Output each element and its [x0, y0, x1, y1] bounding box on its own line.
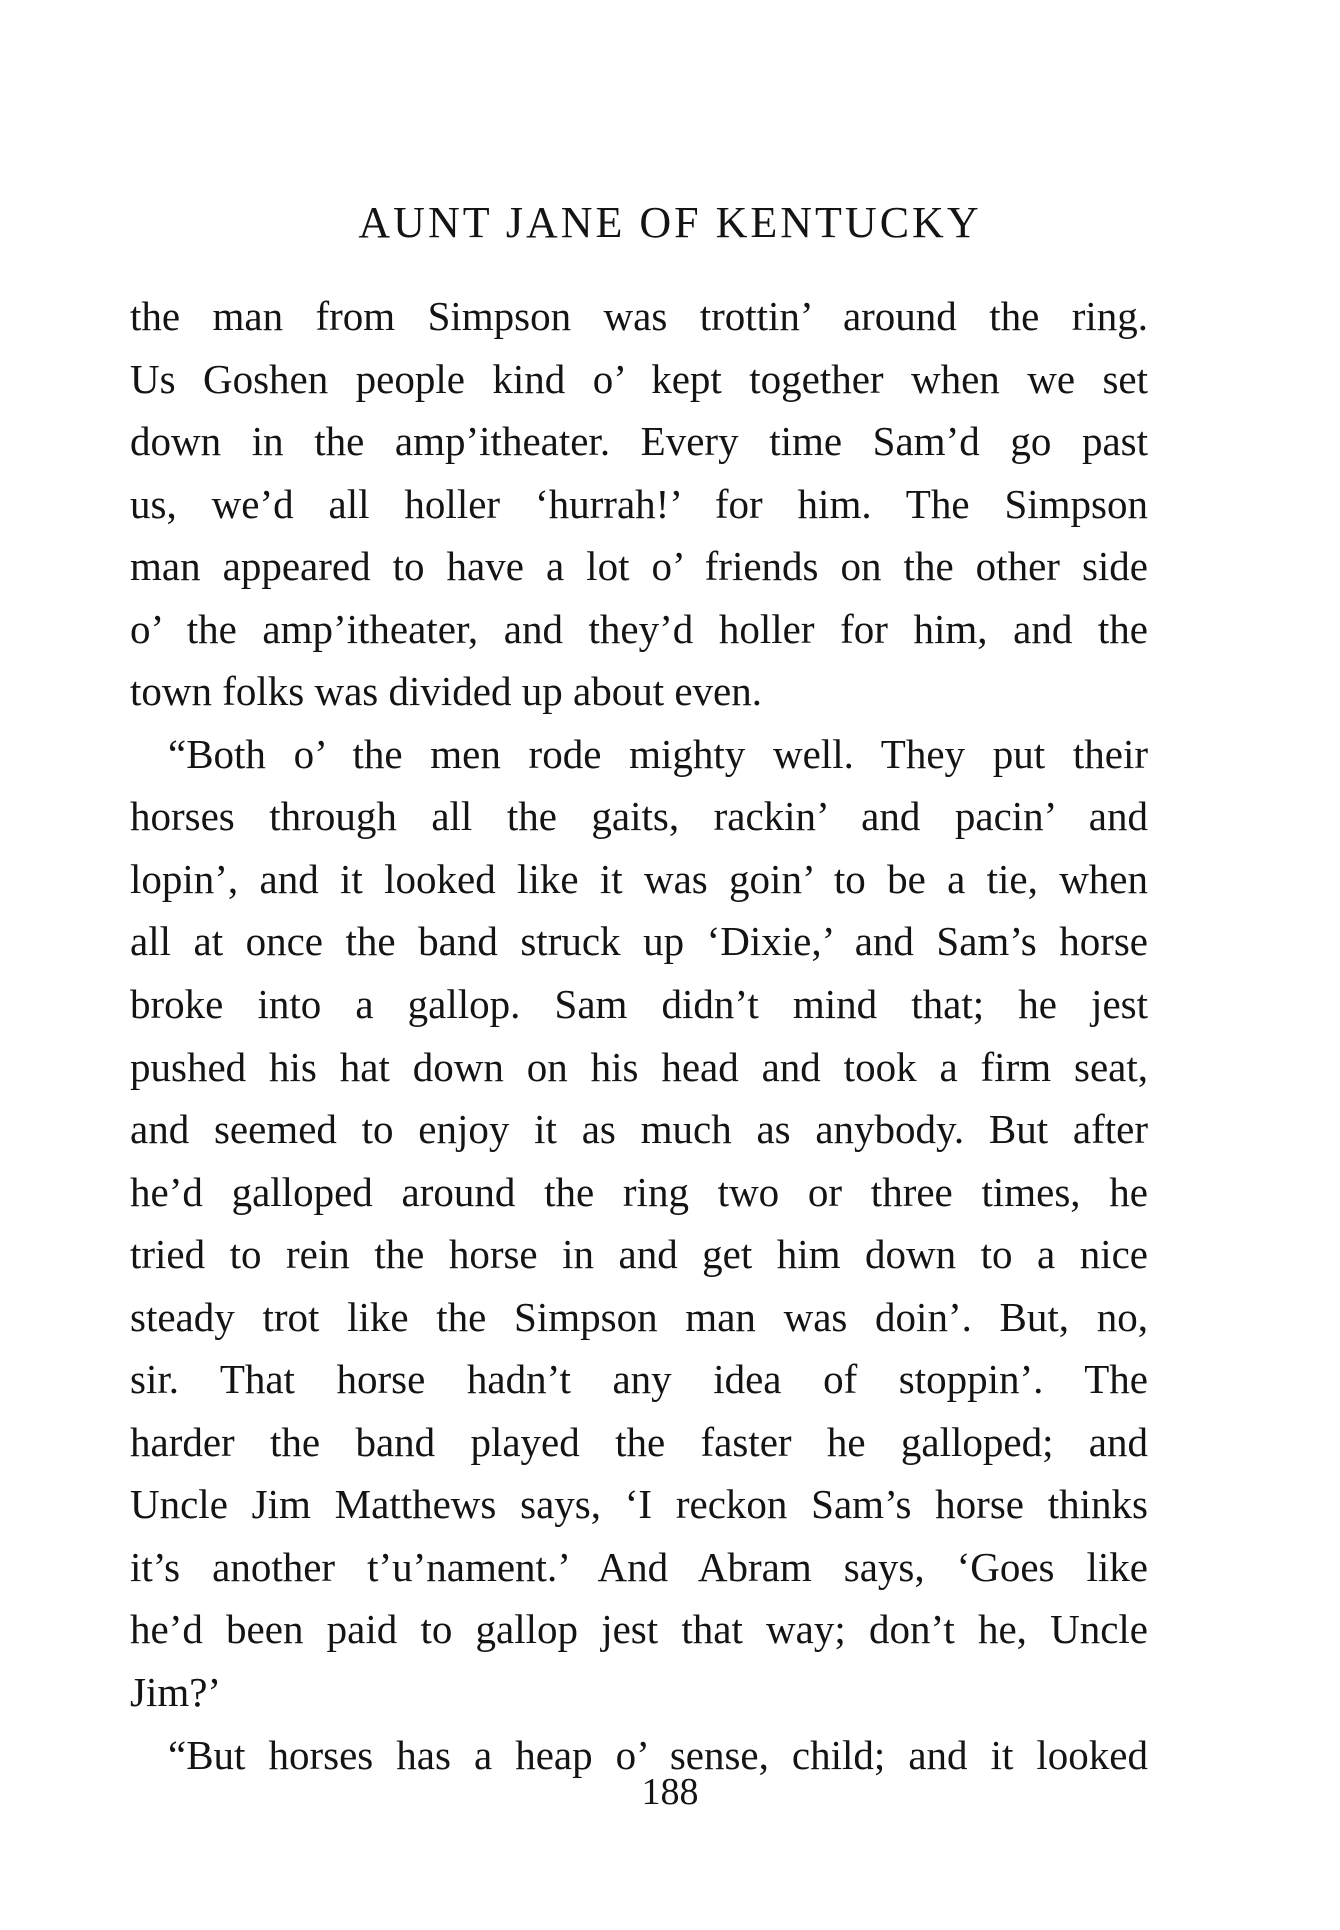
- text-line: and seemed to enjoy it as much as anybody. But after: [130, 1106, 1148, 1153]
- text-line: it’s another t’u’nament.’ And Abram says, ‘Goes like: [130, 1543, 1148, 1590]
- text-line: horses through all the gaits, rackin’ and pacin’ and: [130, 793, 1148, 840]
- text-line: pushed his hat down on his head and took a firm seat,: [130, 1043, 1148, 1090]
- text-line: the man from Simpson was trottin’ around the ring.: [130, 293, 1148, 339]
- text-line: Us Goshen people kind o’ kept together when we set: [130, 355, 1148, 402]
- text-line: Uncle Jim Matthews says, ‘I reckon Sam’s horse thinks: [130, 1481, 1148, 1528]
- text-line: “Both o’ the men rode mighty well. They put their: [168, 730, 1148, 777]
- text-line: us, we’d all holler ‘hurrah!’ for him. The Simpson: [130, 480, 1148, 527]
- text-line: all at once the band struck up ‘Dixie,’ and Sam’s horse: [130, 918, 1148, 965]
- text-line: he’d galloped around the ring two or three times, he: [130, 1168, 1148, 1215]
- text-line: down in the amp’itheater. Every time Sam’d go past: [130, 418, 1148, 465]
- page-number: 188: [641, 1771, 699, 1813]
- text-line: sir. That horse hadn’t any idea of stoppin’. The: [130, 1356, 1148, 1403]
- text-line: town folks was divided up about even.: [130, 668, 762, 715]
- text-line: Jim?’: [130, 1669, 222, 1716]
- text-line: he’d been paid to gallop jest that way; don’t he, Uncle: [130, 1606, 1148, 1653]
- text-line: lopin’, and it looked like it was goin’ to be a tie, when: [130, 855, 1148, 902]
- text-line: o’ the amp’itheater, and they’d holler for him, and the: [130, 605, 1148, 652]
- text-line: tried to rein the horse in and get him down to a nice: [130, 1231, 1148, 1278]
- body-text: [130, 285, 1148, 1786]
- running-head: AUNT JANE OF KENTUCKY: [358, 198, 982, 247]
- text-line: “But horses has a heap o’ sense, child; and it looked: [168, 1731, 1148, 1778]
- text-line: man appeared to have a lot o’ friends on the other side: [130, 543, 1148, 590]
- text-line: steady trot like the Simpson man was doin’. But, no,: [130, 1293, 1148, 1340]
- text-line: harder the band played the faster he galloped; and: [130, 1418, 1148, 1465]
- text-line: broke into a gallop. Sam didn’t mind that; he jest: [130, 981, 1148, 1028]
